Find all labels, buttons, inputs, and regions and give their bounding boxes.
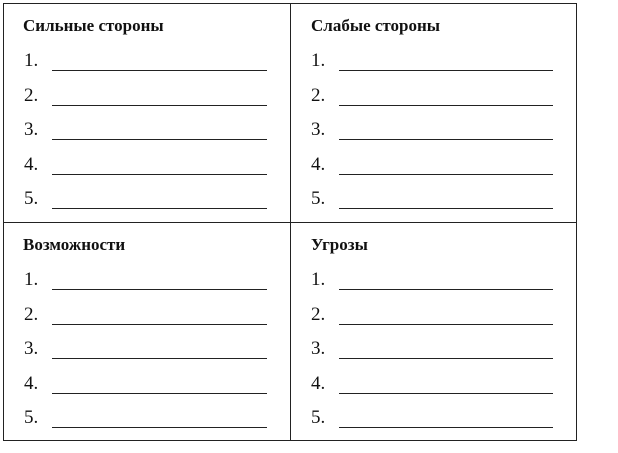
strengths-title: Сильные стороны [23, 16, 164, 35]
blank-line [339, 50, 553, 71]
swot-grid [3, 3, 577, 441]
list-item [311, 269, 553, 304]
blank-line [339, 407, 553, 428]
blank-line [339, 119, 553, 140]
item-number: 4. [24, 372, 39, 394]
blank-line [52, 119, 267, 140]
list-item [311, 407, 553, 442]
item-number: 3. [24, 338, 39, 359]
strengths-list [24, 50, 267, 223]
blank-line [52, 373, 267, 394]
list-item [24, 269, 267, 304]
weaknesses-quadrant [291, 4, 576, 223]
item-number: 2. [311, 84, 326, 106]
blank-line [52, 85, 267, 106]
item-number: 3. [311, 119, 326, 140]
blank-line [339, 154, 553, 175]
item-number: 5. [311, 407, 326, 428]
blank-line [52, 188, 267, 209]
list-item [24, 50, 267, 85]
blank-line [52, 304, 267, 325]
blank-line [52, 407, 267, 428]
weaknesses-title: Слабые стороны [311, 16, 441, 35]
opportunities-title: Возможности [23, 235, 126, 254]
item-number: 2. [24, 84, 39, 106]
opportunities-quadrant [4, 223, 291, 440]
item-number: 1. [311, 269, 326, 290]
list-item [24, 154, 267, 189]
blank-line [52, 269, 267, 290]
blank-line [52, 154, 267, 175]
list-item [24, 188, 267, 223]
item-number: 1. [311, 50, 326, 71]
item-number: 3. [311, 338, 326, 359]
blank-line [52, 50, 267, 71]
list-item [24, 373, 267, 408]
item-number: 1. [24, 269, 39, 290]
list-item [311, 338, 553, 373]
blank-line [339, 304, 553, 325]
list-item [311, 85, 553, 120]
list-item [311, 50, 553, 85]
item-number: 5. [24, 188, 39, 209]
item-number: 3. [24, 119, 39, 140]
item-number: 1. [24, 50, 39, 71]
item-number: 4. [24, 153, 39, 175]
list-item [24, 85, 267, 120]
opportunities-list [24, 269, 267, 442]
list-item [311, 304, 553, 339]
list-item [311, 373, 553, 408]
list-item [24, 407, 267, 442]
blank-line [339, 373, 553, 394]
item-number: 5. [24, 407, 39, 428]
item-number: 2. [24, 303, 39, 325]
item-number: 2. [311, 303, 326, 325]
blank-line [339, 269, 553, 290]
item-number: 4. [311, 372, 326, 394]
blank-line [52, 338, 267, 359]
list-item [311, 188, 553, 223]
item-number: 4. [311, 153, 326, 175]
threats-title: Угрозы [311, 235, 368, 254]
item-number: 5. [311, 188, 326, 209]
list-item [24, 119, 267, 154]
threats-list [311, 269, 553, 442]
blank-line [339, 188, 553, 209]
weaknesses-list [311, 50, 553, 223]
list-item [24, 304, 267, 339]
strengths-quadrant [4, 4, 291, 223]
list-item [311, 119, 553, 154]
list-item [24, 338, 267, 373]
list-item [311, 154, 553, 189]
blank-line [339, 85, 553, 106]
threats-quadrant [291, 223, 576, 440]
blank-line [339, 338, 553, 359]
